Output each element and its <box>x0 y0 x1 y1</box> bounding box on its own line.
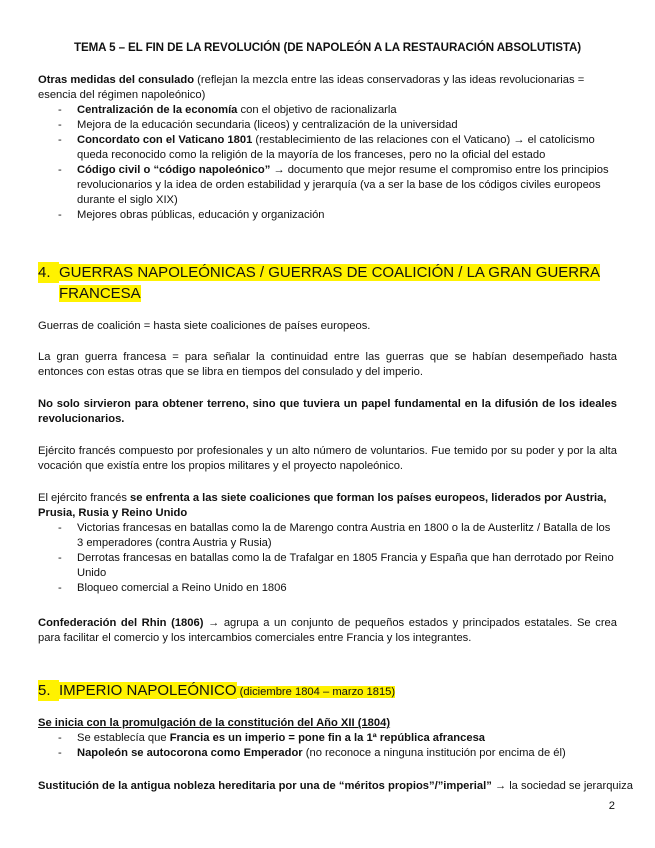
section-5-p2-bold: Sustitución de la antigua nobleza hereditaria por una de “méritos propios”/”imperial” <box>38 780 492 792</box>
section-5-title: IMPERIO NAPOLEÓNICO <box>59 682 237 699</box>
section-4-p1: Guerras de coalición = hasta siete coaliciones de países europeos. <box>38 320 371 332</box>
list-item-text: Se establecía que <box>77 732 170 744</box>
battles-list <box>38 521 617 596</box>
section-4-heading <box>38 262 617 304</box>
list-item-bold: Napoleón se autocorona como Emperador <box>77 747 303 759</box>
page-number: 2 <box>608 800 615 812</box>
list-item-text: con el objetivo de racionalizarla <box>237 104 397 116</box>
section-4-p6 <box>38 616 617 646</box>
list-item-text: (no reconoce a ninguna institución por encima de él) <box>302 747 566 759</box>
list-item-bold: Concordato con el Vaticano 1801 <box>77 134 253 146</box>
imperio-list <box>38 731 617 761</box>
list-item <box>38 103 617 118</box>
list-item: - Victorias francesas en batallas como la de Marengo contra Austria en 1800 o la de Austerlitz / Batalla de los 3 emperadores (contra Austria y Rusia) <box>38 521 617 551</box>
document-title: TEMA 5 – EL FIN DE LA REVOLUCIÓN (DE NAPOLEÓN A LA RESTAURACIÓN ABSOLUTISTA) <box>73 41 582 54</box>
section-4-title-line1: GUERRAS NAPOLEÓNICAS / GUERRAS DE COALICIÓN / LA GRAN GUERRA <box>59 264 600 281</box>
consulado-intro-bold: Otras medidas del consulado <box>38 74 195 86</box>
list-item <box>38 746 617 761</box>
section-5-number: 5. <box>38 680 59 701</box>
section-4-title-line2: FRANCESA <box>59 285 141 302</box>
section-4-p5 <box>38 491 617 596</box>
section-4-p5-bold: se enfrenta a las siete coaliciones que forman los países europeos, liderados por Austria, Prusia, Rusia y Reino Unido <box>38 492 607 519</box>
section-4-p5-lead: El ejército francés <box>38 492 131 504</box>
section-4-p6-rest: → agrupa a un conjunto de pequeños estados y principados estatales. Se crea para facilitar el comercio y los intercambios comerciales entre Francia y los integrantes. <box>38 617 617 644</box>
consulado-intro-rest: (reflejan la mezcla entre las ideas conservadoras y las ideas revolucionarias = esencia del régimen napoleónico) <box>38 74 585 101</box>
list-item <box>38 118 617 133</box>
list-item <box>38 208 617 223</box>
section-5-p1: Se inicia con la promulgación de la constitución del Año XII (1804) <box>38 717 391 729</box>
section-4-p2: La gran guerra francesa = para señalar la continuidad entre las guerras que se habían desempeñado hasta entonces con estas otras que se libra en tiempos del consulado y del imperio. <box>38 351 617 378</box>
list-item <box>38 163 617 208</box>
section-5-dates: (diciembre 1804 – marzo 1815) <box>236 686 396 698</box>
list-item-text: Mejores obras públicas, educación y organización <box>77 209 325 221</box>
list-item <box>38 731 617 746</box>
list-item-bold: Francia es un imperio = pone fin a la 1ª república afrancesa <box>169 732 486 744</box>
consulado-intro <box>38 73 617 103</box>
consulado-section <box>38 73 617 223</box>
section-4-p3: No solo sirvieron para obtener terreno, sino que tuviera un papel fundamental en la difusión de los ideales revolucionarios. <box>38 398 617 425</box>
list-item-text: → documento que mejor resume el compromiso entre los principios revolucionarios y la idea de orden estabilidad y jerarquía (va a ser la base de los códigos civiles europeos durante el siglo XIX) <box>77 164 609 206</box>
section-4-p6-bold: Confederación del Rhin (1806) <box>38 617 204 629</box>
section-5-p2-rest: → la sociedad se jerarquiza <box>491 780 633 792</box>
section-5-body <box>38 716 617 761</box>
section-4-p4: Ejército francés compuesto por profesionales y un alto número de voluntarios. Fue temido por su poder y por la alta vocación que existía entre los propios militares y el proyecto napoleónico. <box>38 445 617 472</box>
list-item: - Derrotas francesas en batallas como la de Trafalgar en 1805 Francia y España que han derrotado por Reino Unido <box>38 551 617 581</box>
list-item-bold: Centralización de la economía <box>77 104 238 116</box>
list-item-text: (restablecimiento de las relaciones con el Vaticano) → el catolicismo queda reconocido como la religión de la mayoría de los franceses, pero no la oficial del estado <box>77 134 595 161</box>
list-item: - Bloqueo comercial a Reino Unido en 1806 <box>38 581 617 596</box>
list-item-bold: Código civil o “código napoleónico” <box>77 164 271 176</box>
list-item <box>38 133 617 163</box>
list-item-text: Mejora de la educación secundaria (liceos) y centralización de la universidad <box>77 119 458 131</box>
section-4-number: 4. <box>38 262 59 283</box>
section-5-p2 <box>38 779 633 794</box>
consulado-list <box>38 103 617 223</box>
section-5-heading <box>38 680 617 703</box>
